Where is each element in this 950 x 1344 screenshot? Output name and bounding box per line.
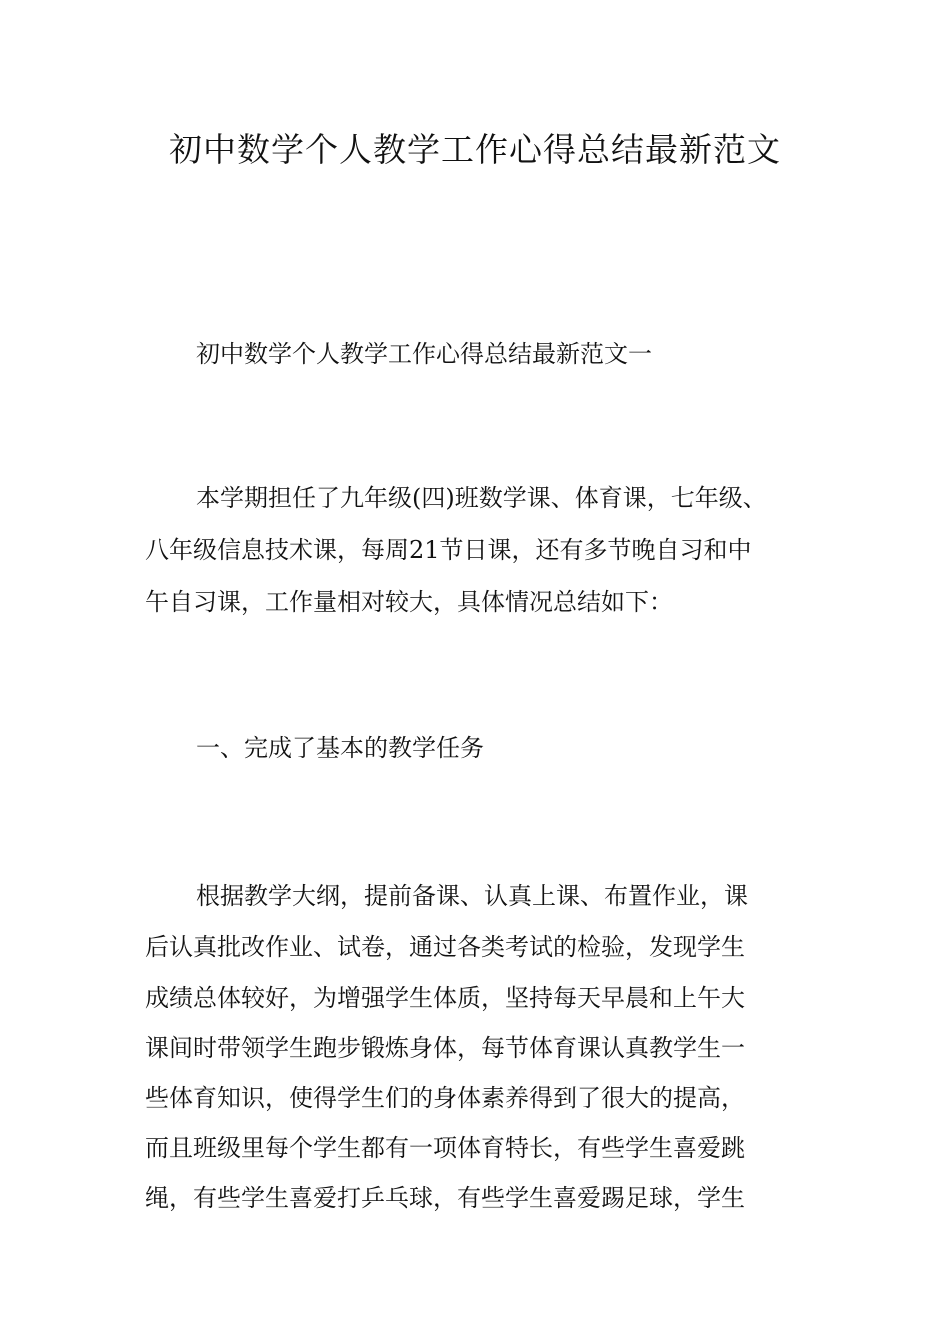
- paragraph-2-line-3: 成绩总体较好，为增强学生体质，坚持每天早晨和上午大: [145, 984, 745, 1012]
- section-1-heading: 一、完成了基本的教学任务: [196, 734, 484, 762]
- paragraph-1-line-3: 午自习课，工作量相对较大，具体情况总结如下：: [145, 588, 673, 616]
- paragraph-2-line-2: 后认真批改作业、试卷，通过各类考试的检验，发现学生: [145, 933, 745, 961]
- paragraph-2-line-6: 而且班级里每个学生都有一项体育特长，有些学生喜爱跳: [145, 1134, 745, 1162]
- paragraph-1-line-2: 八年级信息技术课，每周21节日课，还有多节晚自习和中: [145, 536, 752, 564]
- paragraph-1-line-1: 本学期担任了九年级(四)班数学课、体育课，七年级、: [196, 484, 767, 512]
- section-subtitle: 初中数学个人教学工作心得总结最新范文一: [196, 340, 652, 368]
- paragraph-2-line-7: 绳，有些学生喜爱打乒乓球，有些学生喜爱踢足球，学生: [145, 1184, 745, 1212]
- paragraph-2-line-5: 些体育知识，使得学生们的身体素养得到了很大的提高，: [145, 1084, 745, 1112]
- paragraph-2-line-1: 根据教学大纲，提前备课、认真上课、布置作业，课: [196, 882, 748, 910]
- paragraph-2-line-4: 课间时带领学生跑步锻炼身体，每节体育课认真教学生一: [145, 1034, 745, 1062]
- document-title: 初中数学个人教学工作心得总结最新范文: [169, 130, 781, 169]
